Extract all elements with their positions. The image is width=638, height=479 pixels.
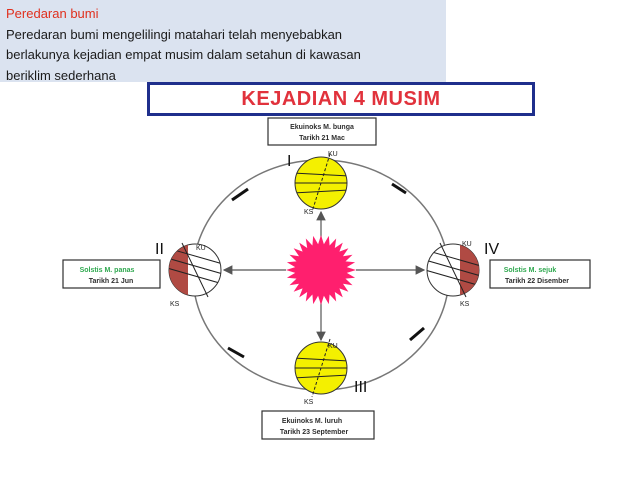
label-box-left [63, 260, 160, 288]
pole-south-top: KS [304, 209, 314, 216]
diagram-title: KEJADIAN 4 MUSIM [241, 88, 441, 110]
label-box-right [490, 260, 590, 288]
label-box-top [268, 118, 376, 145]
numeral-I: I [287, 153, 292, 170]
label-bottom-line2: Tarikh 23 September [279, 429, 349, 436]
pole-north-bottom: KU [328, 343, 338, 350]
numeral-III: III [354, 379, 368, 396]
pole-north-right: KU [462, 241, 472, 248]
label-box-bottom [262, 411, 374, 439]
pole-south-bottom: KS [304, 399, 314, 406]
label-left-line2: Tarikh 21 Jun [88, 278, 134, 285]
label-top-line2: Tarikh 21 Mac [299, 135, 345, 142]
earth-position-IV [418, 243, 488, 297]
label-top-line1: Ekuinoks M. bunga [290, 124, 354, 131]
label-right-line1: Solstis M. sejuk [503, 267, 557, 274]
pole-south-left: KS [170, 301, 180, 308]
caption-title: Peredaran bumi [6, 6, 99, 21]
earth-position-I [290, 154, 352, 212]
numeral-IV: IV [484, 241, 500, 258]
label-left-line1: Solstis M. panas [79, 267, 135, 274]
pole-north-left: KU [196, 245, 206, 252]
pole-north-top: KU [328, 151, 338, 158]
numeral-II: II [155, 241, 164, 258]
caption-line-3: beriklim sederhana [6, 67, 116, 83]
pole-south-right: KS [460, 301, 470, 308]
label-right-line2: Tarikh 22 Disember [504, 278, 570, 285]
sun-icon [286, 235, 356, 305]
caption-line-2: berlakunya kejadian empat musim dalam setahun di kawasan [6, 47, 361, 62]
label-bottom-line1: Ekuinoks M. luruh [281, 418, 343, 425]
earth-position-II [160, 243, 230, 297]
caption-line-1: Peredaran bumi mengelilingi matahari telah menyebabkan [6, 26, 343, 42]
